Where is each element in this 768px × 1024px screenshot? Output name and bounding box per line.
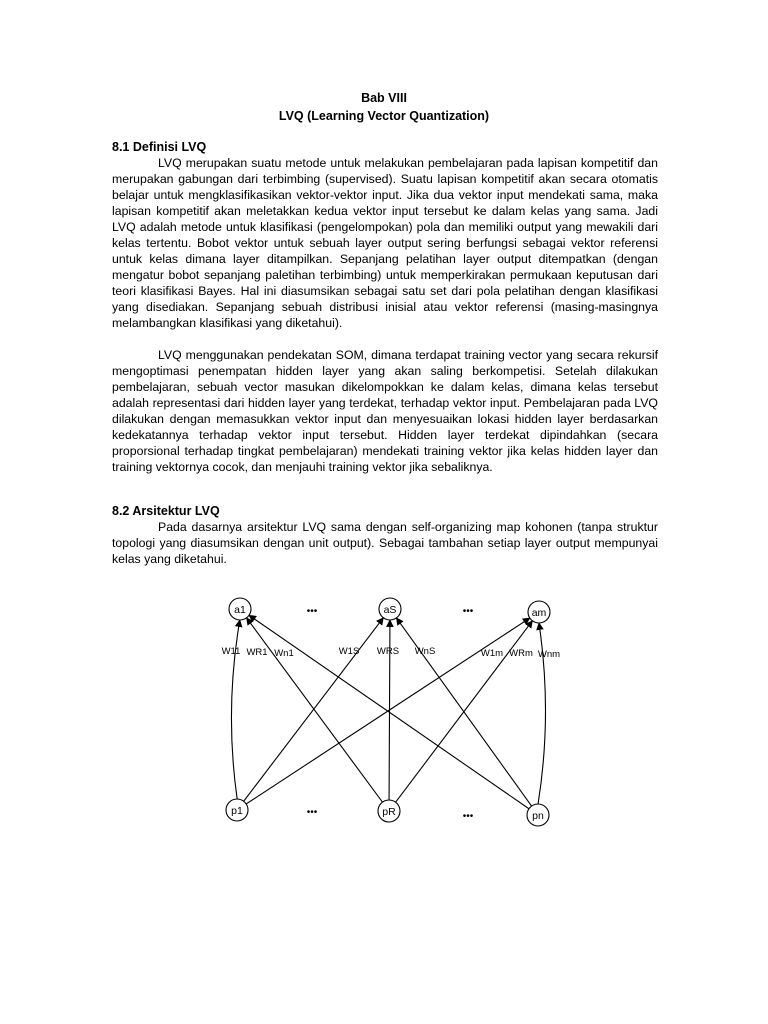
- output-node-label: aS: [383, 604, 397, 616]
- output-ellipsis-2: •••: [462, 606, 474, 617]
- connection-edges: [231, 615, 545, 808]
- input-node-label: pn: [532, 810, 544, 822]
- output-node-label: am: [531, 607, 547, 619]
- weight-label-w1s: W1S: [338, 646, 360, 657]
- output-node-a1: [229, 598, 251, 620]
- weight-label-wrm: WRm: [509, 648, 533, 659]
- weight-label-wns: WnS: [414, 646, 436, 657]
- chapter-label: Bab VIII: [361, 91, 407, 105]
- weight-label-w11: W11: [221, 646, 241, 657]
- input-node-pR: [378, 800, 400, 822]
- section-heading-arsitektur: 8.2 Arsitektur LVQ: [112, 504, 220, 518]
- input-node-label: pR: [382, 806, 396, 818]
- weight-label-wn1: Wn1: [274, 648, 294, 659]
- paragraph-definisi-2: LVQ menggunakan pendekatan SOM, dimana terdapat training vector yang secara rekursif mengoptimasi penempatan hidden layer yang akan saling berkompetisi. Setelah dilakukan pembelajaran, sebuah vector masukan dikelompokkan ke dalam kelas, dimana kelas tersebut adalah representasi dari hidden layer yang terdekat, terhadap vektor input. Pembelajaran pada LVQ dilakukan dengan memasukkan vektor input dan menyesuaikan lokasi hidden layer berdasarkan kedekatannya terhadap vektor input tersebut. Hidden layer terdekat dipindahkan (secara proporsional terhadap tingkat pembelajaran) mendekati training vektor jika kelas hidden layer dan training vektornya cocok, dan menjauhi training vektor jika sebaliknya.: [112, 348, 658, 474]
- input-node-p1: [226, 799, 248, 821]
- weight-label-wr1: WR1: [246, 647, 268, 658]
- section-heading-definisi: 8.1 Definisi LVQ: [112, 140, 207, 154]
- output-node-aS: [379, 598, 401, 620]
- chapter-title: LVQ (Learning Vector Quantization): [278, 109, 490, 123]
- output-node-am: [528, 601, 550, 623]
- paragraph-arsitektur-1: Pada dasarnya arsitektur LVQ sama dengan self-organizing map kohonen (tanpa struktur topologi yang diasumsikan dengan unit output). Sebagai tambahan setiap layer output mempunyai kelas yang diketahui.: [112, 520, 658, 566]
- weight-label-w1m: W1m: [480, 648, 504, 659]
- input-node-label: p1: [231, 805, 243, 817]
- network-nodes: [226, 598, 550, 826]
- output-node-label: a1: [234, 604, 246, 616]
- paragraph-definisi-1: LVQ merupakan suatu metode untuk melakukan pembelajaran pada lapisan kompetitif dan merupakan gabungan dari terbimbing (supervised). Suatu lapisan kompetitif akan secara otomatis belajar untuk mengklasifikasikan vektor-vektor input. Jika dua vektor input mendekati sama, maka lapisan kompetitif akan meletakkan kedua vektor input tersebut ke dalam kelas yang sama. Jadi LVQ adalah metode untuk klasifikasi (pengelompokan) pola dan memiliki output yang mewakili dari kelas tertentu. Bobot vektor untuk sebuah layer output sering berfungsi sebagai vektor referensi untuk kelas dimana layer ditampilkan. Sepanjang pelatihan layer output ditempatkan (dengan mengatur bobot sepanjang paletihan terbimbing) untuk memperkirakan permukaan keputusan dari teori klasifikasi Bayes. Hal ini diasumsikan sebagai satu set dari pola pelatihan dengan klasifikasi yang disediakan. Sepanjang sebuah distribusi inisial atau vektor referensi (masing-masingnya melambangkan klasifikasi yang diketahui).: [112, 156, 658, 330]
- input-ellipsis-1: •••: [306, 807, 318, 818]
- input-node-pn: [527, 804, 549, 826]
- output-ellipsis-1: •••: [306, 606, 318, 617]
- weight-label-wrs: WRS: [376, 646, 400, 657]
- input-ellipsis-2: •••: [462, 811, 474, 822]
- weight-label-wnm: Wnm: [537, 649, 561, 660]
